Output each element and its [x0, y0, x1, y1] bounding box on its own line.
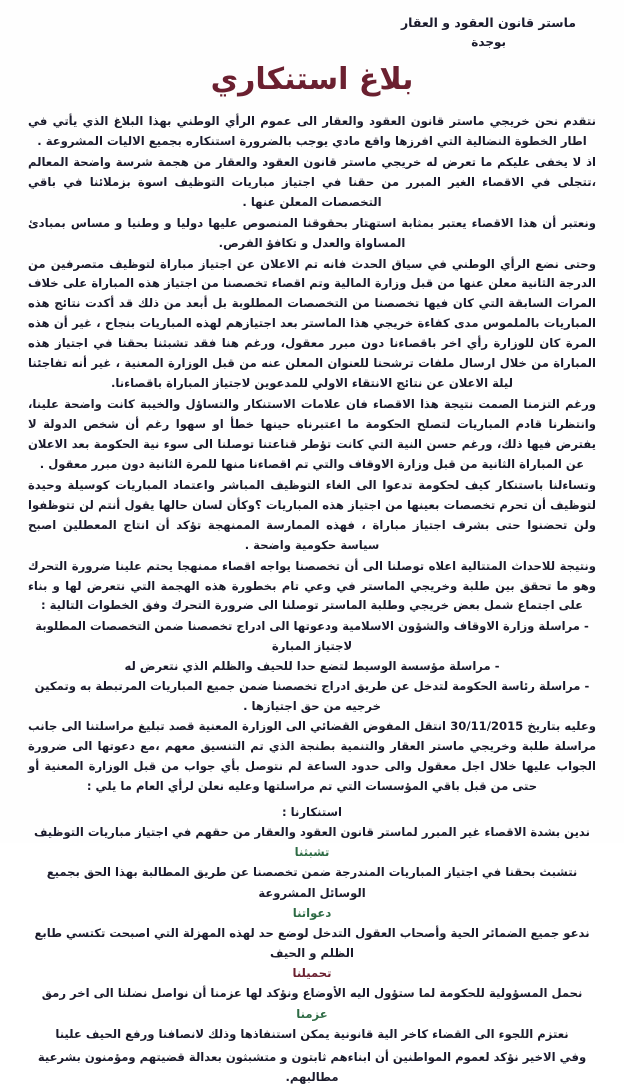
body-paragraph: نتقدم نحن خريجي ماستر قانون العقود والعقار الى عموم الرأي الوطني بهذا البلاغ الذي يأتي في اطار الخطوة النضالية التي افرزها واقع مادي يوجب بالضرورة استنكاره بجميع الاليات المشروعة . — [28, 113, 596, 148]
final-statement: وفي الاخير نؤكد لعموم المواطنين أن ابناءهم ثابتون و متشبثون بعدالة قضيتهم ومؤمنون بشرعية مطالبهم. — [37, 1049, 587, 1085]
demand-text: ندين بشدة الاقصاء غير المبرر لماستر قانون العقود والعقار من حقهم في اجتياز مباريات التوظيف — [34, 824, 590, 839]
demand-keyword: دعواتنا — [292, 905, 332, 920]
organization-name: ماستر قانون العقود و العقار — [400, 15, 576, 30]
demand-text: ندعو جميع الضمائر الحية وأصحاب العقول التدخل لوضع حد لهذه المهزلة التي اصبحت تكتسي طابع الظلم و الحيف — [34, 925, 590, 961]
demands-section — [22, 802, 602, 1087]
list-item: - مراسلة رئاسة الحكومة لتدخل عن طريق ادراج تخصصنا ضمن جميع المباريات المرتبطة به وتمكين خرجيه من حق اجتيازها . — [34, 679, 590, 714]
body-paragraph: ونتيجة للاحداث المتتالية اعلاه توصلنا الى أن تخصصنا يواجه اقصاء ممنهجا يحتم علينا ضرورة التحرك وهو ما تحقق بين طلبة وخريجي الماستر في وعي تام بخطورة هذه الهجمة التي نتعرض لها و بناء على اجتماع شمل بعض خريجي وطلبة الماستر توصلنا الى ضرورة التحرك وفق الخطوات التالية : — [28, 558, 596, 613]
document-body — [22, 112, 602, 616]
body-paragraph: ونعتبر أن هذا الاقصاء يعتبر بمثابة استهتار بحقوقنا المنصوص عليها دوليا و وطنيا و مساس بمبادئ المساواة والعدل و تكافؤ الفرص. — [28, 215, 596, 250]
document-title: بلاغ استنكاري — [210, 61, 414, 97]
closing-statement — [22, 717, 602, 797]
body-paragraph: وتساءلنا باستنكار كيف لحكومة تدعوا الى الغاء التوظيف المباشر واعتماد المباريات كوسيلة وحيدة لتوظيف أن تحرم تخصصات بعينها من اجتياز هذه المباريات ؟وكأن لسان حالها يقول أنتم لن تتوظفوا ولن تحضنوا حتى بشرف اجتياز مباراة ، فهذه الممارسة الممنهجة تؤكد أن انتاج المعطلين اصبح سياسة حكومية واضحة . — [28, 477, 596, 552]
organization-header — [22, 14, 576, 52]
organization-city: بوجدة — [471, 34, 506, 49]
demand-text: نتشبث بحقنا في اجتياز المباريات المندرجة ضمن تخصصنا عن طريق المطالبة بهذا الحق بجميع الوسائل المشروعة — [46, 865, 578, 900]
body-paragraph: وعليه بتاريخ 30/11/2015 انتقل المفوض القضائي الى الوزارة المعنية قصد تبليغ مراسلتنا الى جانب مراسلة طلبة وخريجي ماستر العقار والتنمية بطنجة الذي تم التنسيق معهم ،مع دعوتها الى ضرورة الجواب عليها خلال اجل معقول والى حدود الساعة لم نتوصل بأي جواب من قبل الوزارة المعنية أو حتى من قبل باقي المؤسسات التي تم مراسلتها وعليه نعلن لرأي العام ما يلي : — [28, 719, 596, 793]
demand-keyword: تشبثنا — [294, 845, 330, 860]
demand-keyword: استنكارنا : — [282, 804, 342, 819]
demand-keyword: تحميلنا — [292, 966, 332, 981]
body-paragraph: ورغم التزمنا الصمت نتيجة هذا الاقصاء فان علامات الاستنكار والتساؤل والخيبة كانت واضحة علينا، وانتظرنا قادم المباريات لتصلح الحكومة ما اعتبرناه حينها خطأ او سهوا رغم أن شخص الدولة لا يفترض فيها ذلك، ورغم حسن النية التي كانت تؤطر قناعتنا توصلنا الى سوء نية الحكومة بعد الاعلان عن المباراة الثانية من قبل وزارة الاوقاف والتي تم اقصاءنا منها للمرة الثانية دون مبرر معقول . — [28, 397, 596, 471]
body-paragraph: اذ لا يخفى عليكم ما تعرض له خريجي ماستر قانون العقود والعقار من هجمة شرسة واضحة المعالم ،تتجلى في الاقصاء الغير المبرر من حقنا في اجتياز مباريات التوظيف اسوة بزملائنا في باقي التخصصات المعلن عنها . — [28, 154, 596, 209]
demand-text: نحمل المسؤولية للحكومة لما ستؤول اليه الأوضاع ونؤكد لها عزمنا أن نواصل نضلنا الى اخر رمق — [41, 986, 583, 1001]
list-item: - مراسلة مؤسسة الوسيط لتضع حدا للحيف والظلم الذي نتعرض له — [124, 659, 500, 674]
body-paragraph: وحتى نضع الرأي الوطني في سياق الحدث فانه تم الاعلان عن اجتياز مباراة لتوظيف متصرفين من الدرجة الثانية معلن عنها من قبل وزارة المالية وتم اقصاء تخصصنا من اجتياز هذه المباراة على خلاف المرات السابقة التي كان فيها تخصصنا من التخصصات المطلوبة بل أبعد من ذلك قد أكدت نتائج هذه المباريات بالملموس مدى كفاءة خريجي هذا الماستر بعد اجتيازهم لهذه المباريات بنجاح ، غير أن هذه المرة كان للوزارة رأي اخر باقصاءنا دون مبرر معقول، ورغم هنا فقد تشبثنا بحقنا في اجتياز هذه المباراة من خلال ارسال ملفات ترشحنا للعنوان المعلن عنه من قبل الوزارة المعنية ، غير أنه تفاجئنا ليلة الاعلان عن نتائج الانتقاء الاولي للمدعوين لاجتياز المباراة باقصاءنا. — [28, 256, 596, 391]
demand-keyword: عزمنا — [296, 1006, 328, 1021]
action-steps-list — [22, 617, 602, 717]
list-item: - مراسلة وزارة الاوقاف والشؤون الاسلامية ودعوتها الى ادراج تخصصنا ضمن التخصصات المطلوبة لاجتياز المبارة — [35, 619, 589, 654]
demand-text: نعتزم اللجوء الى القضاء كاخر الية قانونية يمكن استنفاذها وذلك لانصافنا ورفع الحيف علينا — [55, 1026, 569, 1041]
